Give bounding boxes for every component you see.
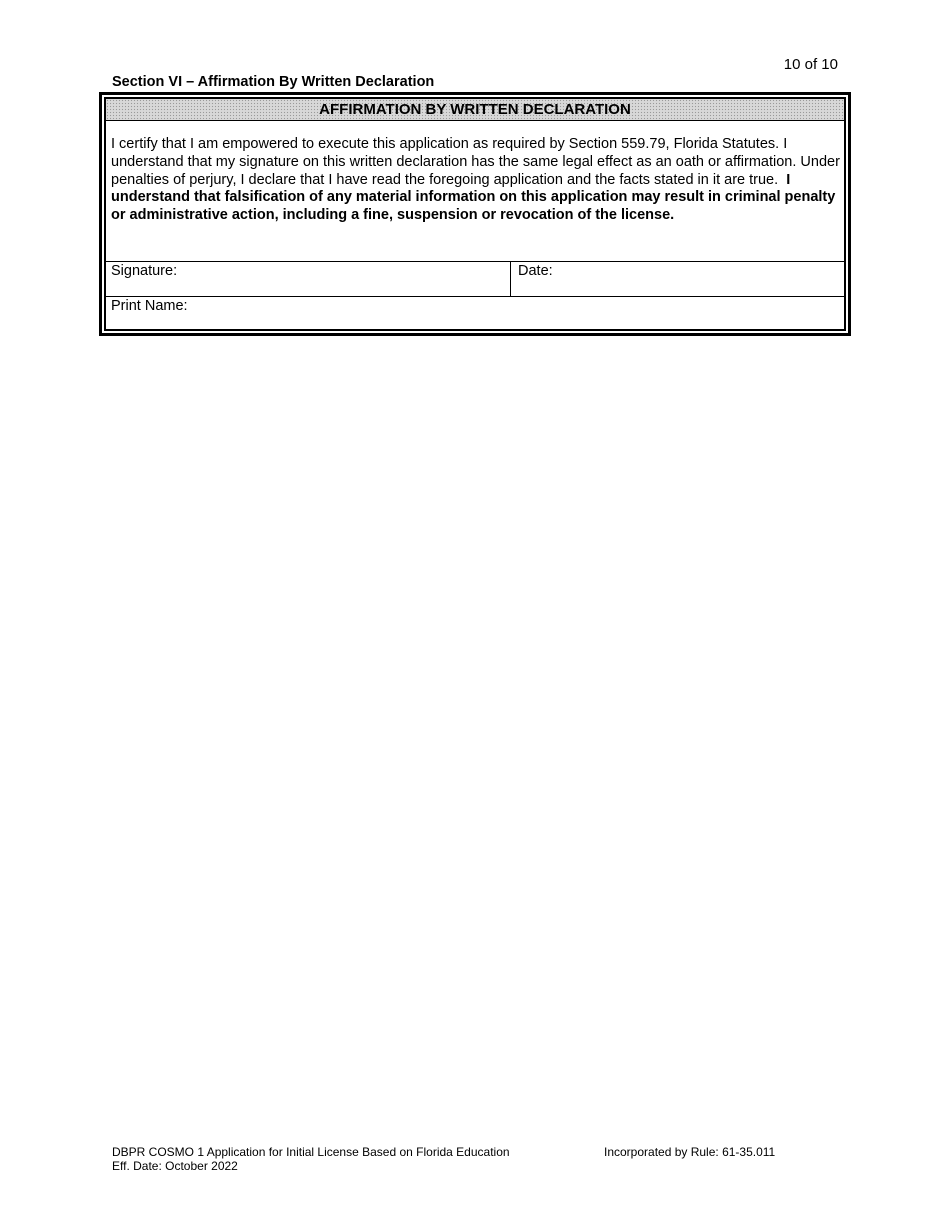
footer-eff-date: Eff. Date: October 2022 [112,1159,238,1173]
declaration-text [106,121,844,261]
form-header [106,99,844,121]
signature-field[interactable] [106,262,511,296]
date-field[interactable] [511,262,844,296]
declaration-warning: I understand that falsification of any material information on this application may result in criminal penalty or administrative action, including a fine, suspension or revocation of the license. [111,171,836,224]
signature-label: Signature: [111,263,178,279]
footer-rule: Incorporated by Rule: 61-35.011 [604,1145,776,1159]
footer-form-title: DBPR COSMO 1 Application for Initial License Based on Florida Education [112,1145,510,1159]
page-number: 10 of 10 [783,56,838,73]
affirmation-form [99,92,851,336]
affirmation-form-inner [104,97,846,331]
declaration-statement: I certify that I am empowered to execute this application as required by Section 559.79, Florida Statutes. I understand that my signature on this written declaration has the same legal effect as an oath or affirmation. Under penalties of perjury, I declare that I have read the foregoing application and the facts stated in it are true. [111,136,840,188]
date-label: Date: [518,263,553,279]
print-name-field[interactable] [106,297,844,331]
footer-left [112,1145,510,1173]
print-name-row [106,296,844,331]
print-name-label: Print Name: [111,298,188,314]
form-header-title: AFFIRMATION BY WRITTEN DECLARATION [319,101,631,118]
section-title: Section VI – Affirmation By Written Declaration [112,74,435,90]
signature-row [106,261,844,296]
